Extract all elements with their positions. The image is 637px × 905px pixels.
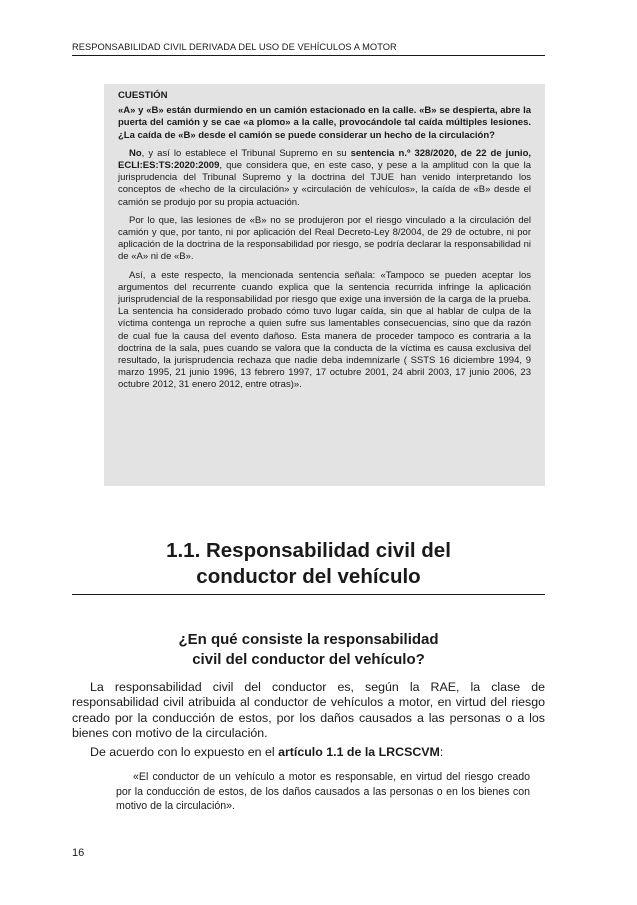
body-paragraph-2-end: : xyxy=(439,745,444,760)
answer-paragraph-1 xyxy=(118,148,531,209)
question-text: «A» y «B» están durmiendo en un camión estacionado en la calle. «B» se despierta, abre la puerta del camión y se cae «a plomo» a la calle, provocándole tal caída múltiples lesiones. ¿La caída de «B» desde el camión se puede considerar un hecho de la circulación? xyxy=(118,105,531,141)
question-box xyxy=(104,84,545,486)
body-paragraph-1: La responsabilidad civil del conductor es, según la RAE, la clase de responsabilidad civil atribuida al conductor de vehículos a motor, en virtud del riesgo creado por la conducción de estos, por los daños causados a las personas o a los bienes con motivo de la circulación. xyxy=(72,680,545,740)
page-number: 16 xyxy=(72,847,85,859)
question-label: CUESTIÓN xyxy=(118,90,168,101)
answer-text-a: , y así lo establece el Tribunal Supremo en su xyxy=(141,147,351,159)
answer-paragraph-2: Por lo que, las lesiones de «B» no se produjeron por el riesgo vinculado a la circulación del camión y que, por tanto, ni por aplicación del Real Decreto-Ley 8/2004, de 29 de octubre, ni por aplicación de la doctrina de la responsabilidad por riesgo, se podría declarar la responsabilidad ni de «A» ni de «B». xyxy=(118,214,531,263)
body-text xyxy=(72,680,545,760)
body-paragraph-2-text: De acuerdo con lo expuesto en el xyxy=(90,745,279,760)
subsection-question xyxy=(72,630,545,669)
article-reference: artículo 1.1 de la LRCSCVM xyxy=(278,745,440,760)
subsection-question-line-2: civil del conductor del vehículo? xyxy=(192,650,425,668)
answer-bold-lead: No xyxy=(129,147,142,159)
subsection-question-line-1: ¿En qué consiste la responsabilidad xyxy=(178,631,439,648)
section-title xyxy=(72,538,545,595)
sentence-reference: sentencia n.º 328/2020, de 22 de junio, ECLI:ES:TS:2020:2009 xyxy=(118,147,532,172)
quote-text: «El conductor de un vehículo a motor es responsable, en virtud del riesgo creado por la conducción de estos, de los daños causados a las personas o en los bienes con motivo de la circulación». xyxy=(116,771,530,812)
body-paragraph-2 xyxy=(72,745,545,760)
section-title-line-2: conductor del vehículo xyxy=(196,565,421,588)
block-quote xyxy=(116,770,530,814)
answer-text-b: , que considera que, en este caso, y pese a la amplitud con la que la jurisprudencia del Tribunal Supremo y la doctrina del TJUE han venido interpretando los conceptos de «hecho de la circulación» y «circulación de vehículos», la caída de «B» desde el camión se produjo por su propia actuación. xyxy=(118,160,531,208)
running-header: RESPONSABILIDAD CIVIL DERIVADA DEL USO DE VEHÍCULOS A MOTOR xyxy=(72,42,545,56)
answer-paragraph-3: Así, a este respecto, la mencionada sentencia señala: «Tampoco se pueden aceptar los argumentos del recurrente cuando explica que la sentencia recurrida infringe la aplicación jurisprudencial de la responsabilidad por riesgo que exige una inversión de la carga de la prueba. La sentencia ha considerado probado cómo tuvo lugar caída, sin que al hablar de culpa de la víctima contenga un reproche a quien sufre sus lamentables consecuencias, sino que da razón de cual fue la causa del evento dañoso. Esta manera de proceder tampoco es contraria a la doctrina de la sala, pues cuando se valora que la conducta de la víctima es causa exclusiva del resultado, la jurisprudencia rechaza que nadie deba indemnizarle ( SSTS 16 diciembre 1994, 9 marzo 1995, 21 junio 1996, 13 febrero 1997, 17 octubre 2001, 24 abril 2003, 17 junio 2006, 23 octubre 2012, 31 enero 2012, entre otras)». xyxy=(118,269,531,391)
section-title-line-1: 1.1. Responsabilidad civil del xyxy=(166,539,451,562)
